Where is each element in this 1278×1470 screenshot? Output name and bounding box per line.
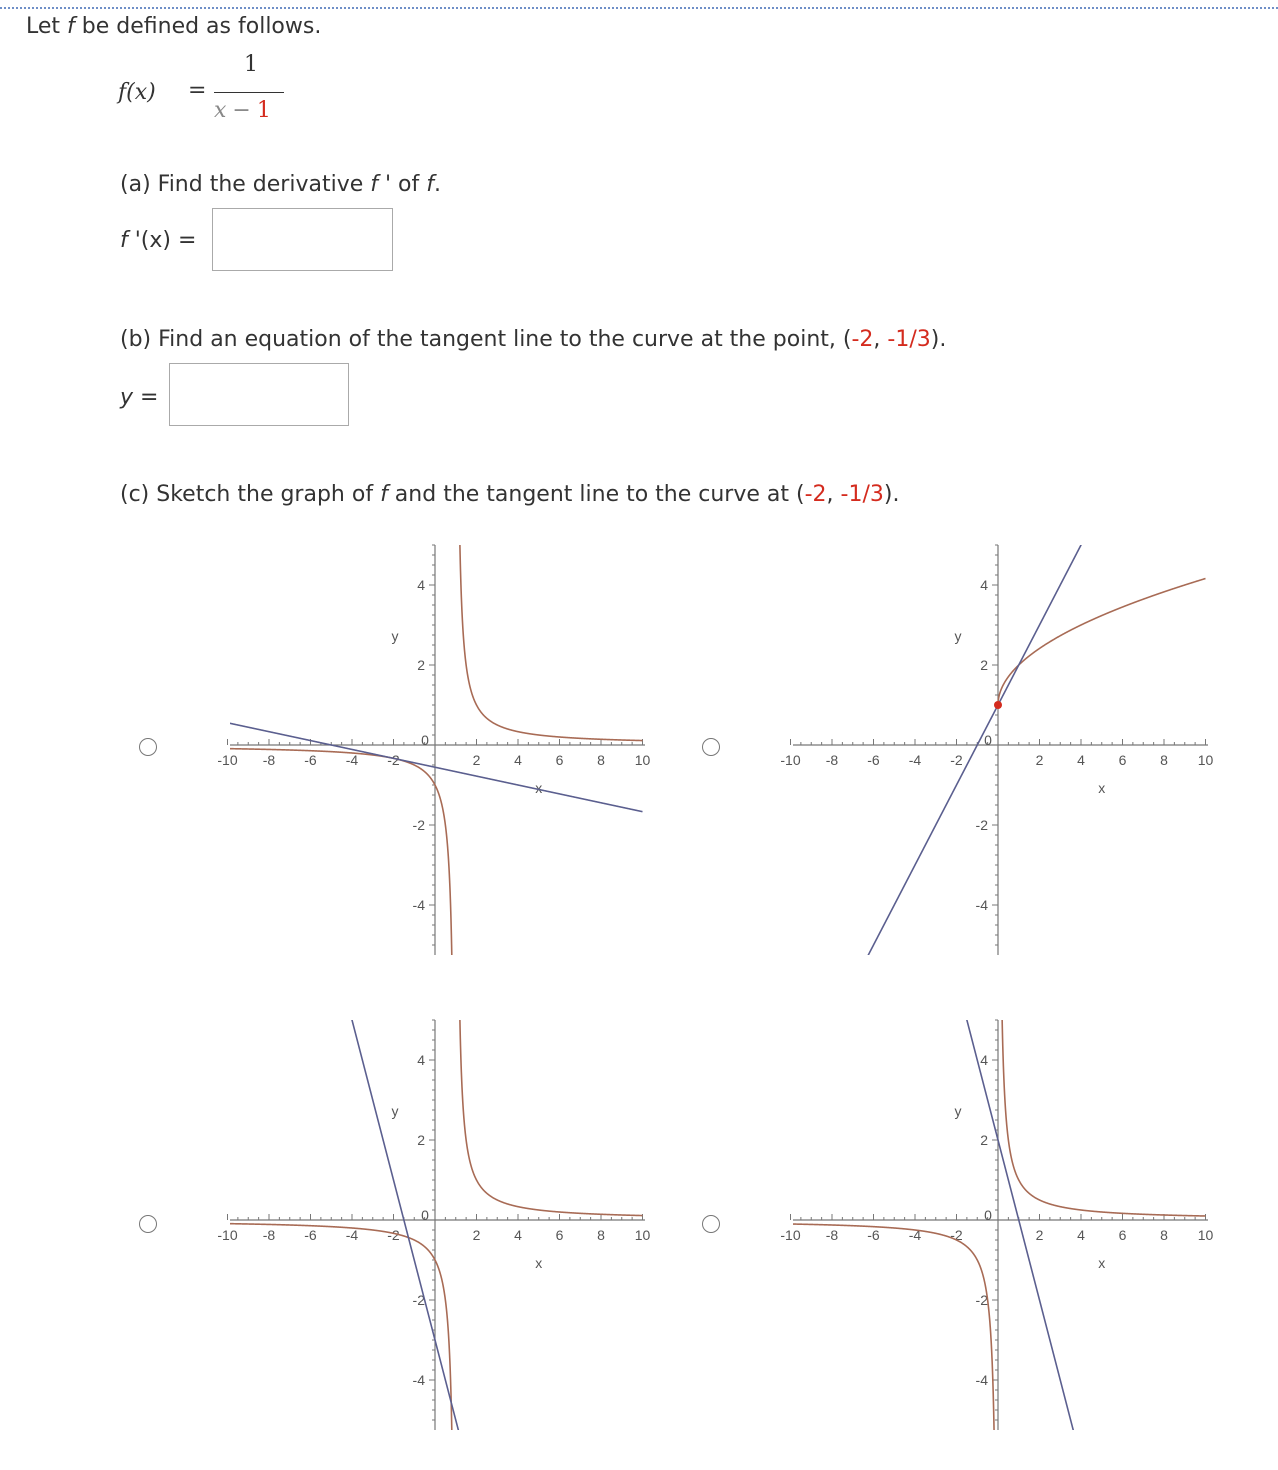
x-tick-label: -2 (387, 1227, 400, 1243)
x-tick-label: 4 (514, 752, 522, 768)
part-b-answer-label: y = (120, 385, 159, 410)
x-tick-label: -6 (304, 1227, 317, 1243)
part-b-answer-input[interactable] (169, 363, 349, 426)
fraction-bar (214, 92, 284, 93)
x-tick-label: 0 (421, 732, 429, 748)
x-tick-label: 8 (597, 752, 605, 768)
top-dotted-border (0, 7, 1278, 9)
option-2-radio[interactable] (702, 738, 720, 756)
x-tick-label: 2 (1035, 752, 1044, 768)
y-tick-label: 2 (980, 657, 988, 673)
x-tick-label: -10 (217, 752, 238, 768)
x-tick-label: 4 (1077, 1227, 1085, 1243)
x-tick-label: -2 (387, 752, 400, 768)
part-a-answer-label: f '(x) = (120, 228, 197, 253)
y-tick-label: -2 (975, 1292, 988, 1308)
function-definition: f(x) = 1 x − 1 (118, 52, 318, 126)
y-tick-label: -4 (412, 1372, 425, 1388)
x-tick-label: 2 (1035, 1227, 1044, 1243)
x-tick-label: 6 (1118, 752, 1127, 768)
y-tick-label: 2 (417, 1132, 425, 1148)
y-tick-label: 2 (417, 657, 425, 673)
x-axis-label: x (1098, 780, 1106, 796)
y-tick-label: 2 (980, 1132, 988, 1148)
graph-option-4 (780, 1010, 1223, 1440)
x-tick-label: -4 (908, 752, 922, 768)
intro-text: Let f be defined as follows. (26, 14, 322, 39)
y-tick-label: 4 (417, 577, 425, 593)
x-tick-label: 10 (1197, 752, 1214, 768)
part-b-question: (b) Find an equation of the tangent line to the curve at the point, (-2, -1/3). (120, 327, 947, 352)
x-axis-label: x (1098, 1255, 1106, 1271)
graph-option-2 (780, 535, 1223, 965)
y-tick-label: -2 (412, 817, 425, 833)
x-tick-label: 4 (514, 1227, 522, 1243)
y-tick-label: 4 (980, 577, 988, 593)
option-4-radio[interactable] (702, 1215, 720, 1233)
x-tick-label: 6 (1118, 1227, 1127, 1243)
graph-option-3 (217, 1010, 660, 1440)
y-tick-label: 4 (417, 1052, 425, 1068)
x-axis-label: x (535, 1255, 543, 1271)
x-tick-label: -10 (217, 1227, 238, 1243)
x-tick-label: -4 (345, 752, 359, 768)
x-tick-label: -6 (304, 752, 317, 768)
x-tick-label: 8 (597, 1227, 605, 1243)
option-1-radio[interactable] (139, 738, 157, 756)
x-tick-label: -4 (345, 1227, 359, 1243)
y-tick-label: -2 (412, 1292, 425, 1308)
y-axis-label: y (954, 628, 962, 644)
x-tick-label: 6 (555, 1227, 564, 1243)
x-tick-label: -10 (780, 752, 801, 768)
x-tick-label: 10 (1197, 1227, 1214, 1243)
x-tick-label: 10 (634, 752, 651, 768)
function-numerator: 1 (244, 52, 258, 77)
x-tick-label: -8 (262, 1227, 276, 1243)
function-denominator: x − 1 (214, 98, 271, 123)
x-tick-label: -8 (825, 752, 839, 768)
y-tick-label: -2 (975, 817, 988, 833)
y-axis-label: y (391, 628, 399, 644)
y-tick-label: -4 (975, 1372, 988, 1388)
y-tick-label: -4 (975, 897, 988, 913)
x-tick-label: -4 (908, 1227, 922, 1243)
function-lhs: f(x) (118, 80, 156, 105)
x-tick-label: 2 (472, 752, 481, 768)
part-c-question: (c) Sketch the graph of f and the tangent line to the curve at (-2, -1/3). (120, 482, 900, 507)
function-curve (998, 579, 1205, 701)
part-a-question: (a) Find the derivative f ' of f. (120, 172, 441, 197)
x-tick-label: -6 (867, 1227, 880, 1243)
x-tick-label: -10 (780, 1227, 801, 1243)
part-a-answer-input[interactable] (212, 208, 393, 271)
x-tick-label: -2 (950, 1227, 963, 1243)
x-axis-label: x (535, 780, 543, 796)
x-tick-label: 0 (984, 732, 992, 748)
option-3-radio[interactable] (139, 1215, 157, 1233)
x-tick-label: 8 (1160, 1227, 1168, 1243)
x-tick-label: 10 (634, 1227, 651, 1243)
highlight-point (994, 701, 1002, 709)
graph-option-1 (217, 535, 660, 965)
x-tick-label: 2 (472, 1227, 481, 1243)
x-tick-label: -2 (950, 752, 963, 768)
x-tick-label: 0 (421, 1207, 429, 1223)
y-axis-label: y (391, 1103, 399, 1119)
x-tick-label: 8 (1160, 752, 1168, 768)
x-tick-label: -8 (262, 752, 276, 768)
x-tick-label: -6 (867, 752, 880, 768)
y-tick-label: -4 (412, 897, 425, 913)
y-tick-label: 4 (980, 1052, 988, 1068)
x-tick-label: 4 (1077, 752, 1085, 768)
x-tick-label: -8 (825, 1227, 839, 1243)
x-tick-label: 0 (984, 1207, 992, 1223)
y-axis-label: y (954, 1103, 962, 1119)
x-tick-label: 6 (555, 752, 564, 768)
